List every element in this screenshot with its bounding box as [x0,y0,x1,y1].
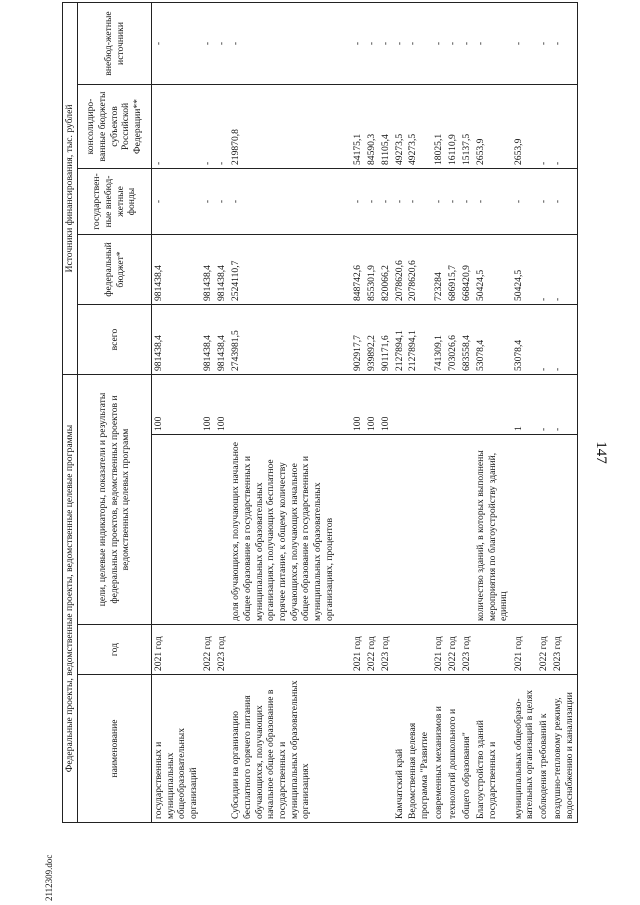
cell-indicator: - [537,375,551,435]
cell-goal [351,435,365,625]
table-row [512,2,538,822]
cell-federal: 50424,5 [512,235,538,305]
cell-federal: 981438,4 [152,235,202,305]
cell-state-funds: - [393,169,407,235]
cell-indicator: 100 [365,375,379,435]
page-number: 147 [593,441,609,464]
cell-year: 2023 год [215,625,229,675]
cell-federal: 855301,9 [365,235,379,305]
header-regional: консолидиро-ванные бюджеты субъектов Российской Федерации** [78,85,152,169]
cell-regional: 18025,1 [432,85,446,169]
cell-indicator [432,375,446,435]
cell-goal [446,435,460,625]
cell-state-funds: - [351,169,365,235]
cell-year [406,625,432,675]
table-row [460,2,474,822]
cell-year: 2022 год [201,625,215,675]
cell-name [201,675,215,823]
cell-offbudget: - [215,2,229,84]
cell-federal: 848742,6 [351,235,365,305]
cell-total: 901171,6 [379,305,393,375]
cell-offbudget: - [446,2,460,84]
cell-offbudget: - [379,2,393,84]
cell-total: 939892,2 [365,305,379,375]
cell-federal: 668420,9 [460,235,474,305]
cell-state-funds: - [365,169,379,235]
cell-state-funds: - [406,169,432,235]
cell-state-funds: - [537,169,551,235]
cell-federal: 2078620,6 [406,235,432,305]
cell-federal: - [537,235,551,305]
cell-year: 2023 год [551,625,577,675]
cell-year [474,625,512,675]
table-row [351,2,365,822]
cell-year: 2023 год [460,625,474,675]
cell-year [229,625,351,675]
cell-goal: количество зданий, в которых выполнены мероприятия по благоустройству зданий, единиц [474,435,512,625]
cell-regional: - [201,85,215,169]
cell-total: 902917,7 [351,305,365,375]
cell-offbudget: - [152,2,202,84]
cell-total: 53078,4 [474,305,512,375]
cell-goal [406,435,432,625]
cell-state-funds: - [551,169,577,235]
cell-name: общего образования" [460,675,474,823]
cell-name [365,675,379,823]
cell-year [393,625,407,675]
cell-regional: - [551,85,577,169]
cell-offbudget: - [537,2,551,84]
cell-goal [432,435,446,625]
cell-name: современных механизмов и [432,675,446,823]
cell-regional: 54175,1 [351,85,365,169]
cell-offbudget: - [393,2,407,84]
cell-goal [365,435,379,625]
cell-regional: - [152,85,202,169]
cell-indicator: 100 [379,375,393,435]
cell-regional: 81105,4 [379,85,393,169]
table-row [152,2,202,822]
cell-state-funds: - [215,169,229,235]
cell-total: 53078,4 [512,305,538,375]
cell-state-funds: - [474,169,512,235]
cell-offbudget: - [432,2,446,84]
header-goals: цели, целевые индикаторы, показатели и результаты федеральных проектов, ведомственных проектов и ведомственных целевых программ [78,375,152,625]
cell-total: 703026,6 [446,305,460,375]
cell-goal [201,435,215,625]
cell-name: Субсидии на организацию бесплатного горячего питания обучающихся, получающих начальное общее образование в государственных и муниципальных образовательных организациях [229,675,351,823]
table-row [215,2,229,822]
table-body [152,2,578,822]
cell-state-funds: - [201,169,215,235]
cell-offbudget: - [460,2,474,84]
cell-name: технологий дошкольного и [446,675,460,823]
header-total: всего [78,305,152,375]
cell-federal: 2078620,6 [393,235,407,305]
cell-goal [512,435,538,625]
header-offbudget: внебюд-жетные источники [78,2,152,84]
cell-goal [551,435,577,625]
cell-total: 2127894,1 [406,305,432,375]
cell-offbudget: - [229,2,351,84]
cell-federal: 981438,4 [201,235,215,305]
cell-name: Благоустройство зданий государственных и [474,675,512,823]
cell-indicator [460,375,474,435]
cell-state-funds: - [229,169,351,235]
cell-regional: - [215,85,229,169]
cell-regional: 49273,5 [406,85,432,169]
cell-year: 2022 год [537,625,551,675]
cell-total: 981438,4 [215,305,229,375]
cell-goal [379,435,393,625]
table-row [229,2,351,822]
cell-federal: 723284 [432,235,446,305]
cell-regional: - [537,85,551,169]
cell-state-funds: - [379,169,393,235]
cell-year: 2023 год [379,625,393,675]
header-state-funds: государствен-ные внебюд-жетные фонды [78,169,152,235]
cell-name [379,675,393,823]
header-federal: федеральный бюджет* [78,235,152,305]
table-row [406,2,432,822]
cell-year: 2022 год [446,625,460,675]
cell-total: 981438,4 [201,305,215,375]
cell-offbudget: - [201,2,215,84]
table-row [551,2,577,822]
cell-state-funds: - [460,169,474,235]
cell-goal [537,435,551,625]
cell-goal [152,435,202,625]
table-row [201,2,215,822]
cell-indicator [474,375,512,435]
cell-name: муниципальных общеобразо-вательных организаций в целях [512,675,538,823]
cell-federal: - [551,235,577,305]
table-row [432,2,446,822]
cell-total: 2743981,5 [229,305,351,375]
cell-offbudget: - [406,2,432,84]
cell-goal: доля обучающихся, получающих начальное общее образование в государственных и муниципальных образовательных организациях, получающих бесплатное горячее питание, к общему количеству обучающихся, получающих начальное общее образование в государственных и муниципальных образовательных организациях, процентов [229,435,351,625]
table-row [446,2,460,822]
cell-regional: 16110,9 [446,85,460,169]
cell-name [351,675,365,823]
cell-name: государственных и муниципальных общеобразовательных организаций [152,675,202,823]
cell-offbudget: - [351,2,365,84]
cell-goal [215,435,229,625]
cell-regional: 84590,3 [365,85,379,169]
cell-indicator: 100 [351,375,365,435]
financing-table [62,2,578,823]
cell-state-funds: - [512,169,538,235]
cell-federal: 820066,2 [379,235,393,305]
table-row [393,2,407,822]
cell-goal [393,435,407,625]
cell-year: 2021 год [152,625,202,675]
cell-year: 2021 год [432,625,446,675]
cell-total: - [537,305,551,375]
cell-indicator: - [551,375,577,435]
cell-state-funds: - [152,169,202,235]
cell-indicator [446,375,460,435]
cell-indicator: 100 [215,375,229,435]
table-row [474,2,512,822]
cell-name: соблюдения требований к [537,675,551,823]
cell-name: Камчатский край [393,675,407,823]
cell-regional: 219870,8 [229,85,351,169]
cell-year: 2021 год [512,625,538,675]
cell-name: Ведомственная целевая программа "Развитие [406,675,432,823]
cell-total: 741309,1 [432,305,446,375]
cell-name: воздушно-тепловому режиму, водоснабжению и канализации [551,675,577,823]
cell-federal: 981438,4 [215,235,229,305]
cell-federal: 686915,7 [446,235,460,305]
cell-offbudget: - [512,2,538,84]
cell-indicator: 1 [512,375,538,435]
cell-regional: 49273,5 [393,85,407,169]
cell-indicator: 100 [152,375,202,435]
cell-total: - [551,305,577,375]
header-sources-group: Источники финансирования, тыс. рублей [63,2,78,374]
cell-offbudget: - [474,2,512,84]
cell-federal: 2524110,7 [229,235,351,305]
cell-name [215,675,229,823]
table-row [537,2,551,822]
cell-total: 2127894,1 [393,305,407,375]
cell-state-funds: - [432,169,446,235]
header-programs-group: Федеральные проекты, ведомственные проекты, ведомственные целевые программы [63,375,78,823]
table-row [365,2,379,822]
table-row [379,2,393,822]
cell-goal [460,435,474,625]
header-year: год [78,625,152,675]
header-name: наименование [78,675,152,823]
cell-total: 683558,4 [460,305,474,375]
cell-offbudget: - [365,2,379,84]
cell-total: 981438,4 [152,305,202,375]
cell-regional: 2653,9 [474,85,512,169]
cell-year: 2021 год [351,625,365,675]
cell-regional: 15137,5 [460,85,474,169]
document-code: 2112309.doc [44,854,54,901]
cell-indicator: 100 [201,375,215,435]
cell-offbudget: - [551,2,577,84]
cell-state-funds: - [446,169,460,235]
cell-regional: 2653,9 [512,85,538,169]
cell-federal: 50424,5 [474,235,512,305]
cell-indicator [393,375,407,435]
cell-indicator [406,375,432,435]
cell-indicator [229,375,351,435]
cell-year: 2022 год [365,625,379,675]
